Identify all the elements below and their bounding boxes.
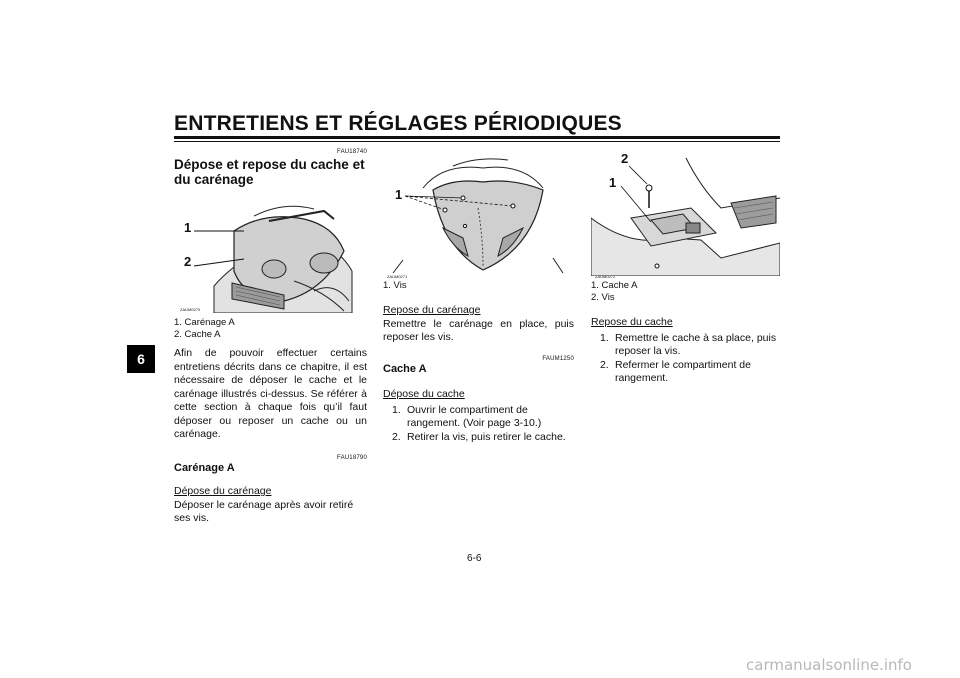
column-3 (591, 148, 780, 386)
figure-code: ZAUM0270 (180, 307, 201, 312)
step-text: Remettre le cache à sa place, puis reposer la vis. (615, 331, 777, 357)
figure-legend (383, 280, 574, 292)
procedure-title: Repose du carénage (383, 304, 481, 316)
procedure-title: Dépose du cache (383, 388, 465, 400)
step-item (591, 332, 780, 359)
figure-legend (591, 280, 780, 304)
figure-cover-screw (591, 148, 780, 279)
procedure-title: Repose du cache (591, 316, 673, 328)
callout-2: 2 (621, 151, 629, 166)
legend-item: 2. Vis (591, 292, 615, 303)
step-number: 2. (600, 358, 609, 371)
section-code: FAU18790 (337, 454, 367, 461)
callout-1: 1 (184, 220, 192, 235)
procedure-steps (383, 404, 574, 445)
step-item (383, 404, 574, 431)
header-rule-thin (174, 141, 780, 142)
fairing-screws-illustration (383, 148, 574, 276)
subheading: Carénage A (174, 461, 235, 474)
chapter-tab: 6 (127, 345, 155, 373)
procedure-steps (591, 332, 780, 386)
scooter-front-illustration (174, 191, 367, 313)
cover-screw-illustration (591, 148, 780, 276)
figure-code: ZAUM0271 (387, 274, 408, 279)
page-number: 6-6 (467, 553, 482, 564)
step-text: Retirer la vis, puis retirer le cache. (407, 430, 566, 443)
procedure-text: Déposer le carénage après avoir retiré ses vis. (174, 498, 354, 524)
page-title: ENTRETIENS ET RÉGLAGES PÉRIODIQUES (174, 112, 622, 135)
step-text: Ouvrir le compartiment de rangement. (Voir page 3-10.) (407, 403, 542, 429)
section-code: FAU18740 (337, 149, 367, 155)
column-1 (174, 148, 367, 526)
step-text: Refermer le compartiment de rangement. (615, 358, 751, 384)
legend-item: 1. Vis (383, 280, 407, 291)
section-heading: Dépose et repose du cache et du carénage (174, 157, 365, 187)
step-number: 1. (600, 331, 609, 344)
figure-fairing-screws (383, 148, 574, 279)
procedure-text: Remettre le carénage en place, puis reposer les vis. (383, 317, 574, 343)
watermark: carmanualsonline.info (746, 656, 912, 674)
subheading: Cache A (383, 362, 427, 375)
callout-1: 1 (395, 187, 403, 202)
callout-1: 1 (609, 175, 617, 190)
callout-2: 2 (184, 254, 192, 269)
figure-code: ZAUM0272 (595, 274, 616, 279)
step-number: 1. (392, 403, 401, 416)
step-item (591, 359, 780, 386)
column-2 (383, 148, 574, 444)
legend-item: 1. Cache A (591, 280, 638, 291)
section-code: FAUM1250 (542, 355, 574, 362)
intro-paragraph: Afin de pouvoir effectuer certains entretiens décrits dans ce chapitre, il est nécessaire de déposer le cache et le carénage illustrés ci-dessus. Se référer à cette section à chaque fois qu’il faut déposer ou reposer un cache ou un carénage. (174, 347, 367, 440)
procedure-title: Dépose du carénage (174, 485, 272, 497)
figure-scooter-front (174, 191, 367, 313)
step-number: 2. (392, 430, 401, 443)
legend-item: 1. Carénage A (174, 317, 235, 328)
step-item (383, 431, 574, 445)
header-rule-thick (174, 136, 780, 139)
legend-item: 2. Cache A (174, 329, 221, 340)
figure-legend (174, 317, 367, 341)
